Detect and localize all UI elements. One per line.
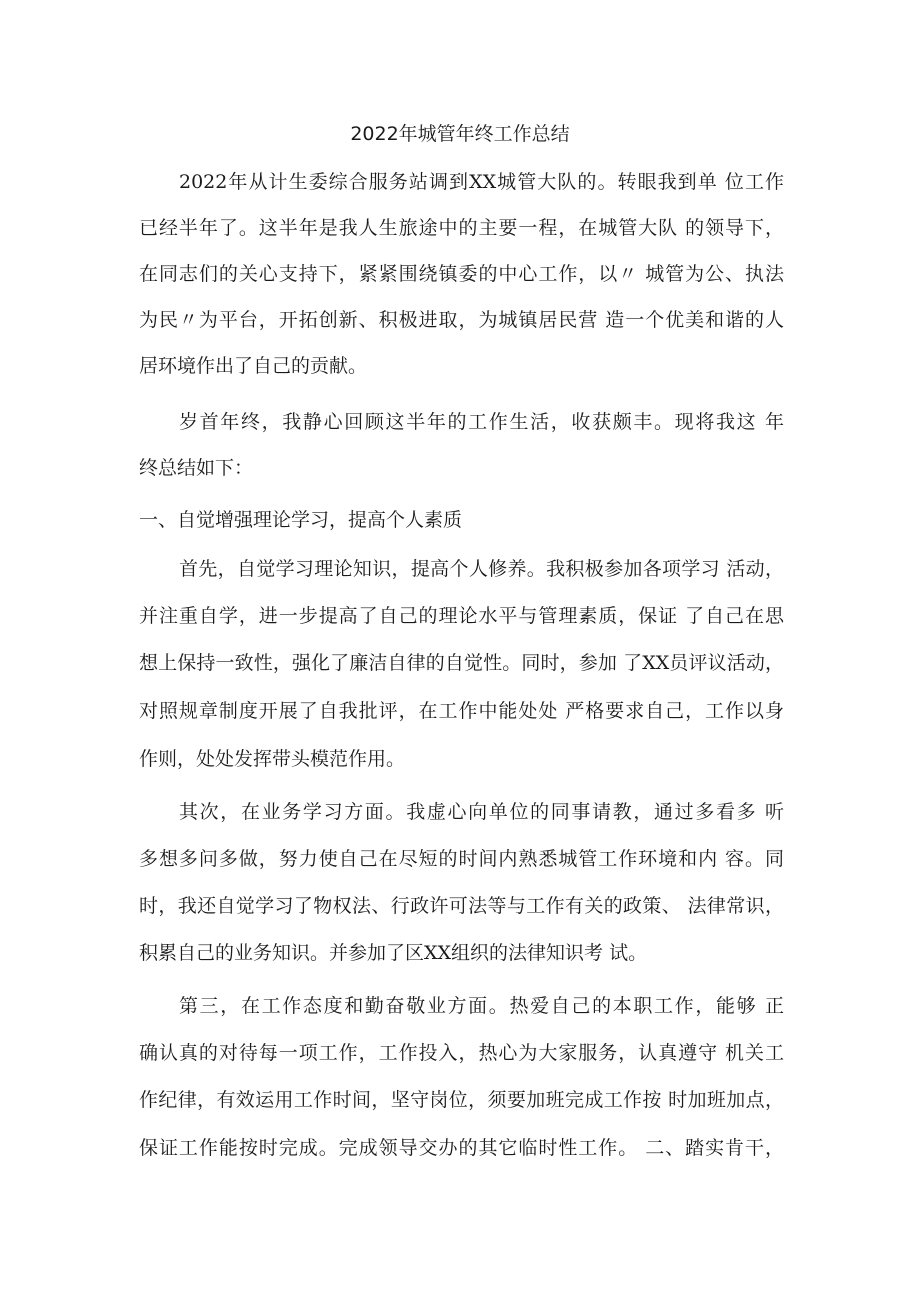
paragraph-line: 在同志们的关心支持下，紧紧围绕镇委的中心工作，以〃 城管为公、执法 xyxy=(139,263,784,285)
paragraph-line: 多想多问多做，努力使自己在尽短的时间内熟悉城管工作环境和内 容。同 xyxy=(139,848,784,870)
paragraph-line: 岁首年终，我静心回顾这半年的工作生活，收获颇丰。现将我这 年 xyxy=(179,411,784,433)
paragraph-line: 其次，在业务学习方面。我虚心向单位的同事请教，通过多看多 听 xyxy=(179,801,784,823)
section-heading: 一、自觉增强理论学习，提高个人素质 xyxy=(139,509,463,531)
paragraph-line: 第三，在工作态度和勤奋敬业方面。热爱自己的本职工作，能够 正 xyxy=(179,995,784,1017)
paragraph-line: 保证工作能按时完成。完成领导交办的其它临时性工作。 二、踏实肯干， xyxy=(139,1137,784,1159)
paragraph-line: 终总结如下： xyxy=(139,457,254,479)
paragraph-line: 确认真的对待每一项工作，工作投入，热心为大家服务，认真遵守 机关工 xyxy=(139,1042,784,1064)
paragraph-line: 作则，处处发挥带头模范作用。 xyxy=(139,748,406,770)
paragraph-line: 对照规章制度开展了自我批评，在工作中能处处 严格要求自己，工作以身 xyxy=(139,700,784,722)
paragraph-line: 时，我还自觉学习了物权法、行政许可法等与工作有关的政策、 法律常识， xyxy=(139,895,784,917)
paragraph-line: 作纪律，有效运用工作时间，坚守岗位，须要加班完成工作按 时加班加点， xyxy=(139,1089,784,1111)
document-title: 2022年城管年终工作总结 xyxy=(350,123,570,145)
paragraph-line: 为民〃为平台，开拓创新、积极进取，为城镇居民营 造一个优美和谐的人 xyxy=(139,309,784,331)
paragraph-line: 想上保持一致性，强化了廉洁自律的自觉性。同时，参加 了XX员评议活动， xyxy=(139,652,784,674)
paragraph-line: 积累自己的业务知识。并参加了区XX组织的法律知识考 试。 xyxy=(139,942,648,964)
paragraph-line: 首先，自觉学习理论知识，提高个人修养。我积极参加各项学习 活动， xyxy=(179,558,784,580)
paragraph-line: 居环境作出了自己的贡献。 xyxy=(139,355,368,377)
paragraph-line: 已经半年了。这半年是我人生旅途中的主要一程，在城管大队 的领导下， xyxy=(139,217,784,239)
paragraph-line: 2022年从计生委综合服务站调到XX城管大队的。转眼我到单 位工作 xyxy=(179,171,784,193)
paragraph-line: 并注重自学，进一步提高了自己的理论水平与管理素质，保证 了自己在思 xyxy=(139,605,784,627)
